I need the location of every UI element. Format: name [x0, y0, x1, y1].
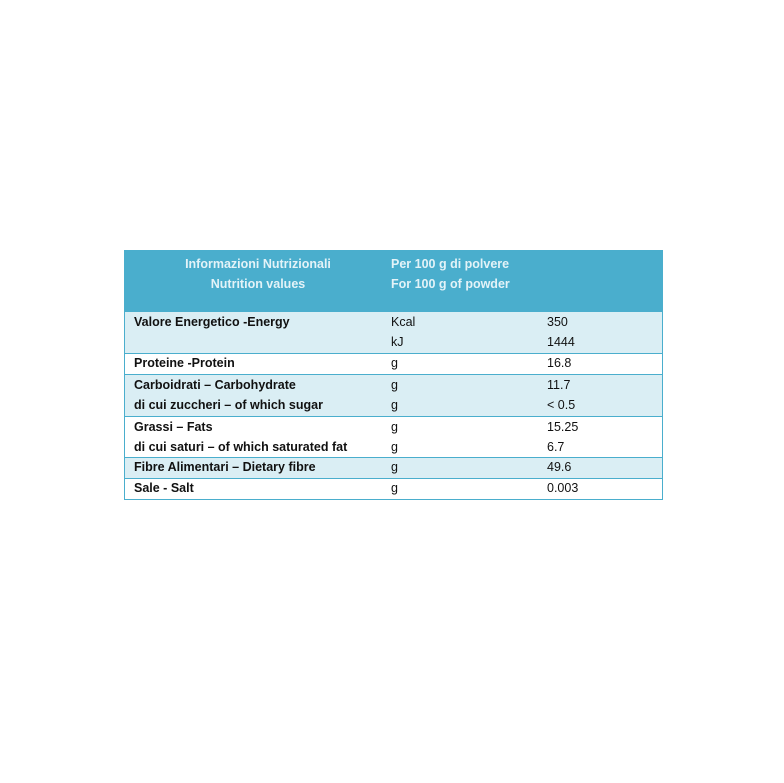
row-unit-cell: [391, 376, 547, 416]
row-name: Sale - Salt: [134, 481, 194, 495]
row-unit: g: [391, 397, 398, 412]
row-value: 0.003: [547, 481, 579, 495]
row-value: 15.25: [547, 420, 579, 434]
table-row-carbohydrate: [125, 374, 662, 416]
row-value: 6.7: [547, 439, 565, 454]
row-value: 1444: [547, 334, 575, 349]
row-name-cell: [125, 479, 391, 499]
row-value-cell: [547, 313, 662, 353]
row-name: Fibre Alimentari – Dietary fibre: [134, 460, 316, 474]
row-value-cell: [547, 418, 662, 457]
row-subname: di cui zuccheri – of which sugar: [134, 397, 323, 412]
header-label-column: [125, 254, 391, 311]
table-row-protein: [125, 353, 662, 374]
row-value: < 0.5: [547, 397, 576, 412]
row-name: Proteine -Protein: [134, 356, 235, 370]
row-unit: g: [391, 378, 398, 392]
row-name: Grassi – Fats: [134, 420, 213, 434]
header-quantity-column: [391, 254, 510, 311]
row-name-cell: [125, 354, 391, 374]
row-value: 49.6: [547, 460, 572, 474]
table-row-fats: [125, 416, 662, 457]
header-quantity-italian: Per 100 g di polvere: [391, 257, 510, 271]
row-value-cell: [547, 479, 662, 499]
nutrition-table: [124, 250, 663, 500]
row-name-cell: [125, 376, 391, 416]
row-unit: g: [391, 460, 398, 474]
header-title-english: Nutrition values: [210, 277, 306, 291]
table-header: [125, 251, 662, 311]
row-unit-cell: [391, 354, 547, 374]
row-value: 350: [547, 315, 568, 329]
row-unit-cell: [391, 479, 547, 499]
row-unit-cell: [391, 313, 547, 353]
row-unit-cell: [391, 418, 547, 457]
row-name-cell: [125, 313, 391, 353]
row-name: Valore Energetico -Energy: [134, 315, 290, 329]
table-row-salt: [125, 478, 662, 499]
row-value-cell: [547, 354, 662, 374]
row-value-cell: [547, 458, 662, 478]
row-unit: g: [391, 439, 398, 454]
row-name-cell: [125, 458, 391, 478]
header-title-italian: Informazioni Nutrizionali: [185, 257, 331, 271]
row-unit-cell: [391, 458, 547, 478]
row-unit: Kcal: [391, 315, 416, 329]
row-unit: g: [391, 356, 398, 370]
row-name-cell: [125, 418, 391, 457]
row-subname: di cui saturi – of which saturated fat: [134, 439, 348, 454]
row-unit: g: [391, 420, 398, 434]
row-unit: g: [391, 481, 398, 495]
row-value: 16.8: [547, 356, 572, 370]
header-quantity-english: For 100 g of powder: [391, 277, 510, 291]
row-value: 11.7: [547, 378, 571, 392]
table-row-energy: [125, 311, 662, 353]
table-row-fibre: [125, 457, 662, 478]
row-name: Carboidrati – Carbohydrate: [134, 378, 296, 392]
row-value-cell: [547, 376, 662, 416]
row-unit: kJ: [391, 334, 404, 349]
